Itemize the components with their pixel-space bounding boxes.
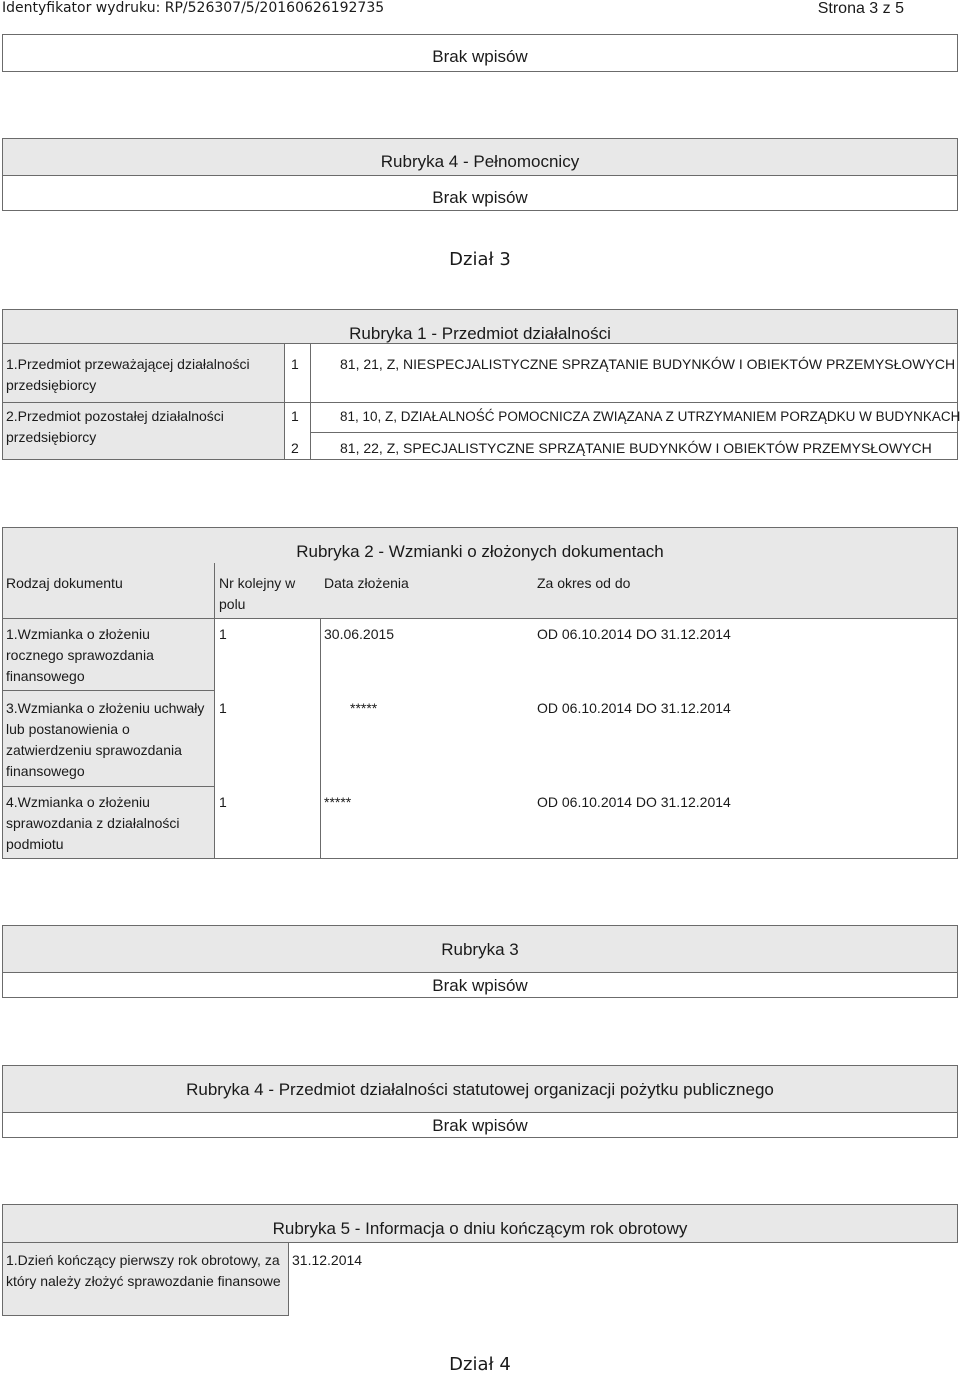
entry-nr: 1 [291,356,299,372]
empty-text: Brak wpisów [432,976,528,995]
table-row-rodzaj: 1.Wzmianka o złożeniu rocznego sprawozdania finansowego [6,626,154,684]
rok-obrotowy-value: 31.12.2014 [292,1252,363,1268]
print-identifier: Identyfikator wydruku: RP/526307/5/20160626192735 [2,0,385,16]
table-row-data: 30.06.2015 [324,626,395,642]
print-header [0,0,960,18]
section-title: Rubryka 4 - Przedmiot działalności statutowej organizacji pożytku publicznego [186,1080,774,1099]
empty-text: Brak wpisów [432,47,528,66]
entry-nr: 1 [291,408,299,424]
table-row-nr: 1 [219,794,227,810]
entry-nr: 2 [291,440,299,456]
rubryka4-opp-header [2,1065,958,1113]
table-row-okres: OD 06.10.2014 DO 31.12.2014 [537,700,731,716]
col-header-nr: Nr kolejny w polu [219,575,296,612]
section-title: Rubryka 5 - Informacja o dniu kończącym rok obrotowy [272,1219,688,1238]
rubryka4-opp-body [2,1112,958,1138]
dzial3-heading: Dział 3 [449,249,511,270]
rubryka5-value-cell [288,1242,958,1316]
table-row-rodzaj: 3.Wzmianka o złożeniu uchwały lub postanowienia o zatwierdzeniu sprawozdania finansowego [6,700,205,779]
col-header-okres: Za okres od do [537,575,631,591]
table-row-nr: 1 [219,700,227,716]
entry-value: 81, 10, Z, DZIAŁALNOŚĆ POMOCNICZA ZWIĄZANA Z UTRZYMANIEM PORZĄDKU W BUDYNKACH [340,409,960,424]
section-title: Rubryka 2 - Wzmianki o złożonych dokumentach [296,542,664,561]
entry-value: 81, 22, Z, SPECJALISTYCZNE SPRZĄTANIE BUDYNKÓW I OBIEKTÓW PRZEMYSŁOWYCH [340,440,932,456]
rubryka3-body [2,972,958,998]
table-row-data: ***** [350,700,378,716]
table-row-okres: OD 06.10.2014 DO 31.12.2014 [537,626,731,642]
section-title: Rubryka 3 [441,940,519,959]
table-row-rodzaj: 4.Wzmianka o złożeniu sprawozdania z działalności podmiotu [6,794,180,852]
empty-text: Brak wpisów [432,1116,528,1135]
empty-section-box [2,34,958,72]
empty-text: Brak wpisów [432,188,528,207]
rubryka3-header [2,925,958,973]
table-row-data: ***** [324,794,352,810]
table-row-nr: 1 [219,626,227,642]
entry-value: 81, 21, Z, NIESPECJALISTYCZNE SPRZĄTANIE BUDYNKÓW I OBIEKTÓW PRZEMYSŁOWYCH [340,356,956,372]
col-header-rodzaj: Rodzaj dokumentu [6,575,123,591]
section-title: Rubryka 1 - Przedmiot działalności [349,324,611,343]
dzial4-heading: Dział 4 [449,1354,511,1375]
przedmiot-pozostaly-label: 2.Przedmiot pozostałej działalności przedsiębiorcy [6,408,224,445]
table-row-okres: OD 06.10.2014 DO 31.12.2014 [537,794,731,810]
section-title: Rubryka 4 - Pełnomocnicy [380,152,580,171]
rubryka4-pelnomocnicy-header [2,138,958,176]
rok-obrotowy-label: 1.Dzień kończący pierwszy rok obrotowy, za który należy złożyć sprawozdanie finansowe [6,1252,281,1289]
przedmiot-przewazajacy-label: 1.Przedmiot przeważającej działalności przedsiębiorcy [6,356,250,393]
rubryka4-pelnomocnicy-body [2,175,958,211]
rubryka2-values [214,618,958,859]
col-header-data: Data złożenia [324,575,409,591]
page-number: Strona 3 z 5 [817,0,904,17]
